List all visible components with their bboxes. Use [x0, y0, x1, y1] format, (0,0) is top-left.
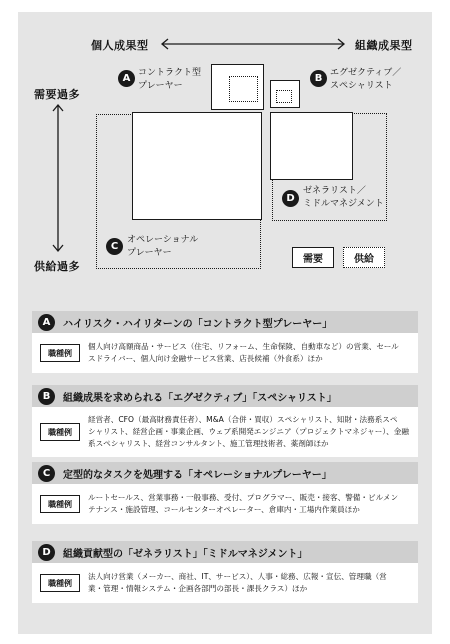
section-a-desc-line2: スドライバー、個人向け金融サービス営業、店長候補（外食系）ほか	[88, 354, 323, 363]
section-c-desc-line2: テナンス・施設管理、コールセンターオペレーター、倉庫内・工場内作業員ほか	[88, 505, 360, 514]
type-a-circle: A	[118, 70, 135, 87]
type-d-name-line1: ゼネラリスト／	[303, 186, 366, 196]
section-d-header	[32, 541, 418, 563]
section-b-title: 組織成果を求められる「エグゼクティブ」「スペシャリスト」	[63, 392, 337, 404]
legend-supply: 供給	[343, 247, 385, 268]
type-b-name	[330, 67, 401, 93]
section-d-tag: 職種例	[40, 574, 80, 592]
section-c-tag: 職種例	[40, 495, 80, 513]
section-d-desc-line1: 法人向け営業（メーカー、商社、IT、サービス）、人事・総務、広報・宣伝、管理職（営	[88, 572, 387, 581]
type-c-name-line2: プレーヤー	[127, 248, 172, 258]
type-a-name-line1: コントラクト型	[138, 68, 202, 78]
section-a-title: ハイリスク・ハイリターンの「コントラクト型プレーヤー」	[63, 318, 333, 330]
section-d-desc	[88, 571, 387, 595]
section-a-tag: 職種例	[40, 344, 80, 362]
axis-y-bottom-label: 供給過多	[34, 260, 80, 273]
section-b-desc-line3: 系スペシャリスト、経営コンサルタント、施工管理技術者、薬剤師ほか	[88, 439, 329, 448]
section-b-desc-line1: 経営者、CFO（最高財務責任者）、M&A（合併・買収）スペシャリスト、知財・法務系スペ	[88, 415, 398, 424]
type-c-name	[127, 234, 198, 260]
section-c-body	[32, 484, 418, 524]
section-b-header	[32, 385, 418, 407]
type-a-supply-box	[229, 76, 258, 102]
type-b-name-line1: エグゼクティブ／	[330, 68, 402, 78]
vertical-axis-arrow	[51, 102, 65, 254]
type-a-name-line2: プレーヤー	[138, 81, 183, 91]
type-c-name-line1: オペレーショナル	[127, 235, 199, 245]
section-b-desc	[88, 414, 409, 450]
axis-x-left-label: 個人成果型	[91, 39, 149, 52]
section-a-desc	[88, 341, 399, 365]
section-c-header	[32, 462, 418, 484]
section-b-desc-line2: シャリスト、経営企画・事業企画、ウェブ系開発エンジニア（プロジェクトマネジャー）、金融	[88, 427, 409, 436]
type-d-demand-box	[270, 112, 353, 180]
section-c-desc	[88, 492, 398, 516]
section-a-desc-line1: 個人向け高額商品・サービス（住宅、リフォーム、生命保険、自動車など）の営業、セール	[88, 342, 399, 351]
section-d-title: 組織貢献型の「ゼネラリスト」「ミドルマネジメント」	[63, 548, 308, 560]
section-b-body	[32, 407, 418, 457]
section-c-title: 定型的なタスクを処理する「オペレーショナルプレーヤー」	[63, 469, 332, 481]
type-c-demand-box	[132, 112, 262, 220]
type-d-name-line2: ミドルマネジメント	[303, 199, 384, 209]
section-a	[32, 311, 418, 373]
section-d	[32, 541, 418, 603]
section-b	[32, 385, 418, 457]
section-c-desc-line1: ルートセールス、営業事務・一般事務、受付、プログラマー、販売・接客、警備・ビルメン	[88, 493, 399, 502]
section-a-circle: A	[38, 314, 55, 331]
section-c-circle: C	[38, 465, 55, 482]
section-d-circle: D	[38, 544, 55, 561]
section-c	[32, 462, 418, 524]
type-c-circle: C	[106, 238, 123, 255]
type-a-name	[138, 67, 201, 93]
type-d-name	[303, 185, 384, 211]
horizontal-axis-arrow	[158, 37, 348, 51]
section-a-header	[32, 311, 418, 333]
section-b-tag: 職種例	[40, 423, 80, 441]
type-b-name-line2: スペシャリスト	[330, 81, 393, 91]
axis-x-right-label: 組織成果型	[355, 39, 413, 52]
legend-demand: 需要	[292, 247, 334, 268]
type-d-circle: D	[282, 190, 299, 207]
section-a-body	[32, 333, 418, 373]
section-b-circle: B	[38, 388, 55, 405]
type-b-supply-box	[276, 90, 292, 103]
section-d-body	[32, 563, 418, 603]
axis-y-top-label: 需要過多	[34, 88, 80, 101]
type-b-circle: B	[310, 70, 327, 87]
section-d-desc-line2: 業・管理・情報システム・企画各部門の部長・課長クラス）ほか	[88, 584, 308, 593]
